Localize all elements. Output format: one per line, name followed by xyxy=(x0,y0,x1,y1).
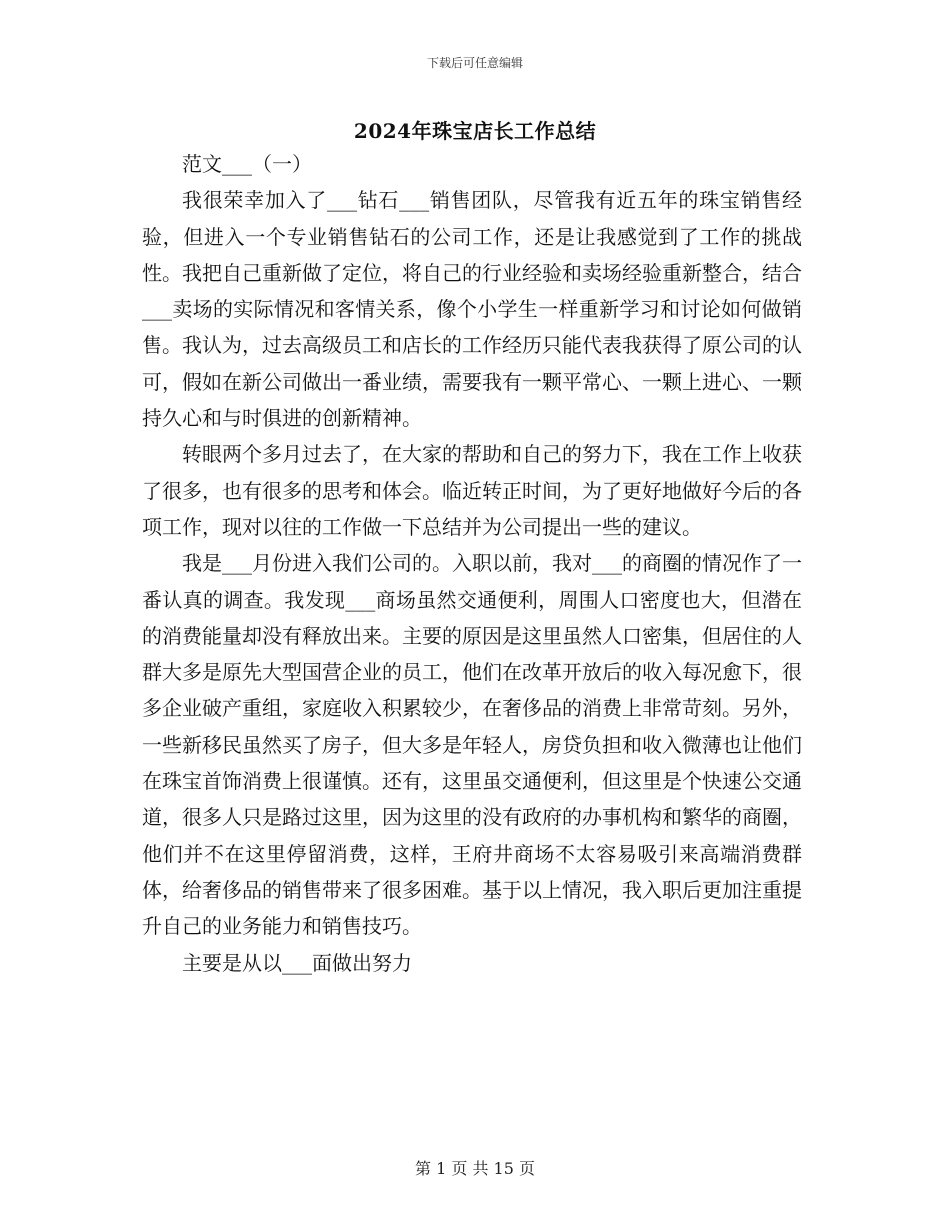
page-number: 第 1 页 共 15 页 xyxy=(415,1159,535,1178)
paragraph: 我是___月份进入我们公司的。入职以前，我对___的商圈的情况作了一番认真的调查。我发现___商场虽然交通便利，周围人口密度也大，但潜在的消费能量却没有释放出来。主要的原因是这里虽然人口密集，但居住的人群大多是原先大型国营企业的员工，他们在改革开放后的收入每况愈下，很多企业破产重组，家庭收入积累较少，在奢侈品的消费上非常苛刻。另外，一些新移民虽然买了房子，但大多是年轻人，房贷负担和收入微薄也让他们在珠宝首饰消费上很谨慎。还有，这里虽交通便利，但这里是个快速公交通道，很多人只是路过这里，因为这里的没有政府的办事机构和繁华的商圈，他们并不在这里停留消费，这样，王府井商场不太容易吸引来高端消费群体，给奢侈品的销售带来了很多困难。基于以上情况，我入职后更加注重提升自己的业务能力和销售技巧。 xyxy=(142,551,802,939)
paragraph: 我很荣幸加入了___钻石___销售团队，尽管我有近五年的珠宝销售经验，但进入一个专业销售钻石的公司工作，还是让我感觉到了工作的挑战性。我把自己重新做了定位，将自己的行业经验和卖场经验重新整合，结合___卖场的实际情况和客情关系，像个小学生一样重新学习和讨论如何做销售。我认为，过去高级员工和店长的工作经历只能代表我获得了原公司的认可，假如在新公司做出一番业绩，需要我有一颗平常心、一颗上进心、一颗持久心和与时俱进的创新精神。 xyxy=(142,188,802,431)
document-title: 2024年珠宝店长工作总结 xyxy=(353,119,597,143)
document-body xyxy=(142,146,802,981)
header-note: 下载后可任意编辑 xyxy=(426,56,523,70)
paragraph: 主要是从以___面做出努力 xyxy=(182,950,412,975)
paragraph: 转眼两个多月过去了，在大家的帮助和自己的努力下，我在工作上收获了很多，也有很多的思考和体会。临近转正时间，为了更好地做好今后的各项工作，现对以往的工作做一下总结并为公司提出一些的建议。 xyxy=(142,442,802,539)
paragraph-subtitle: 范文___（一） xyxy=(182,152,312,176)
